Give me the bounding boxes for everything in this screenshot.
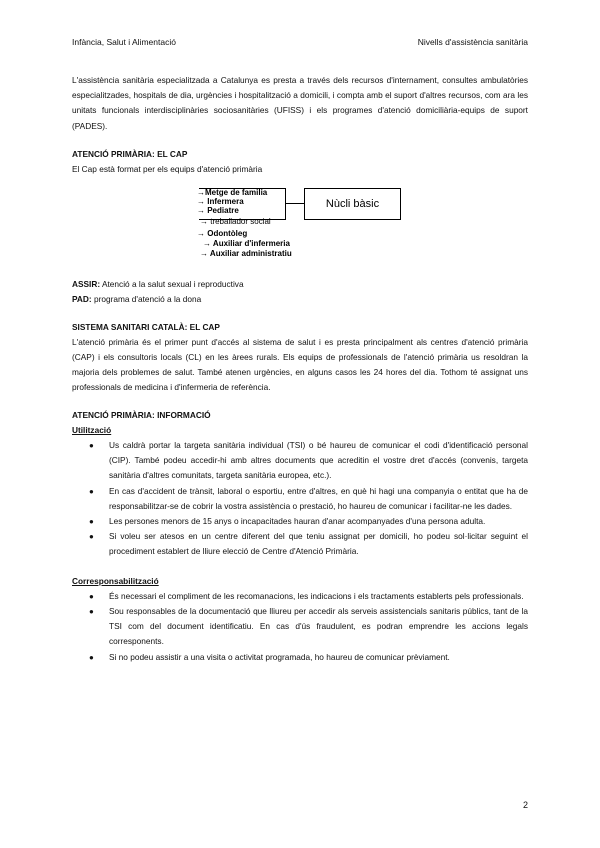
definition-assir	[72, 277, 528, 292]
page-number: 2	[522, 800, 528, 810]
bullet-icon: ●	[89, 441, 94, 451]
diagram-core-box	[304, 188, 401, 220]
list-item	[72, 589, 528, 604]
diagram-connector	[286, 203, 304, 204]
definition-desc: programa d'atenció a la dona	[91, 294, 202, 305]
section-title-cap: ATENCIÓ PRIMÀRIA: EL CAP	[72, 148, 188, 159]
bullet-icon: ●	[89, 652, 94, 662]
list-item	[72, 650, 528, 665]
definition-term: ASSIR:	[72, 279, 101, 290]
header-left: Infància, Salut i Alimentació	[72, 37, 176, 47]
utilitzacio-list	[72, 438, 528, 560]
list-item	[72, 529, 528, 559]
list-item	[72, 604, 528, 650]
definition-term: PAD:	[72, 294, 92, 305]
diagram-core-label: Nùcli bàsic	[325, 197, 380, 210]
bullet-icon: ●	[89, 532, 94, 542]
list-item-text: Sou responsables de la documentació que lliureu per accedir als serveis assistencials sanitaris públics, tant de la TSI com del document identificatiu. En cas d'ús fraudulent, es podran emprendre les accions legals corresponents.	[109, 606, 528, 647]
cap-team-diagram	[197, 184, 447, 272]
diagram-item: → treballador social	[200, 217, 271, 227]
list-item	[72, 514, 528, 529]
diagram-item: →Metge de familia	[197, 188, 268, 198]
corresponsabilitzacio-list	[72, 589, 528, 665]
list-item-text: Us caldrà portar la targeta sanitària individual (TSI) o bé haureu de comunicar el codi d'identificació personal (CIP). També podeu accedir-hi amb altres documents que acreditin el vostre dret d'accés (convenis, targeta sanitària d'altres comunitats, targeta sanitària europea, etc.).	[109, 440, 528, 481]
bullet-icon: ●	[89, 607, 94, 617]
subheading-utilitzacio: Utilització	[72, 424, 112, 435]
section-cap-text: El Cap està format per els equips d'atenció primària	[72, 164, 263, 175]
list-item	[72, 438, 528, 484]
bullet-icon: ●	[89, 486, 94, 496]
diagram-item: → Infermera	[197, 197, 244, 207]
list-item	[72, 484, 528, 514]
definition-desc: Atenció a la salut sexual i reproductiva	[100, 279, 244, 290]
list-item-text: Si no podeu assistir a una visita o activitat programada, ho haureu de comunicar prèviament.	[109, 651, 450, 662]
list-item-text: En cas d'accident de trànsit, laboral o esportiu, entre d'altres, en què hi hagi una companyia o entitat que ha de responsabilitzar-se de cobrir la vostra assistència o prestació, ho haureu de comunicar i facilitar-ne les dades.	[109, 485, 528, 511]
page-content	[72, 73, 528, 665]
diagram-item: → Pediatre	[197, 206, 239, 216]
intro-paragraph: L'assistència sanitària especialitzada a Catalunya es presta a través dels recursos d'internament, consultes ambulatòries especialitzades, hospitals de dia, urgències i hospitalització a domicili, i compta amb el suport d'altres recursos, com ara les unitats funcionals interdisciplinàries sociosanitàries (UFISS) i els programes d'atenció domiciliària-equips de suport (PADES).	[72, 75, 528, 131]
diagram-item: → Auxiliar administratiu	[200, 249, 292, 259]
diagram-item: → Auxiliar d'infermeria	[203, 239, 290, 249]
diagram-item: → Odontòleg	[197, 229, 248, 239]
page-header	[72, 37, 528, 47]
bullet-icon: ●	[89, 591, 94, 601]
list-item-text: Si voleu ser atesos en un centre diferent del que teniu assignat per domicili, ho podeu sol·licitar seguint el procediment establert de lliure elecció de Centre d'Atenció Primària.	[109, 531, 528, 557]
list-item-text: És necessari el compliment de les recomanacions, les indicacions i els tractaments establerts pels professionals.	[109, 590, 524, 601]
section-title-sistema: SISTEMA SANITARI CATALÀ: EL CAP	[72, 321, 220, 332]
section-sistema-text: L'atenció primària és el primer punt d'accés al sistema de salut i es presta principalment als centres d'atenció primària (CAP) i els consultoris locals (CL) en les àrees rurals. Els equips de professionals de l'atenció primària us resoldran la majoria dels problemes de salut. També atenen urgències, en alguns casos les 24 hores del dia. Tothom té assignat uns professionals de medicina i d'infermeria de referència.	[72, 336, 528, 393]
list-item-text: Les persones menors de 15 anys o incapacitades hauran d'anar acompanyades d'una persona adulta.	[109, 516, 486, 527]
header-right: Nivells d'assistència sanitària	[417, 37, 528, 47]
section-title-informacio: ATENCIÓ PRIMÀRIA: INFORMACIÓ	[72, 409, 211, 420]
bullet-icon: ●	[89, 517, 94, 527]
subheading-corresponsabilitzacio: Corresponsabilització	[72, 575, 159, 586]
definition-pad	[72, 292, 528, 307]
